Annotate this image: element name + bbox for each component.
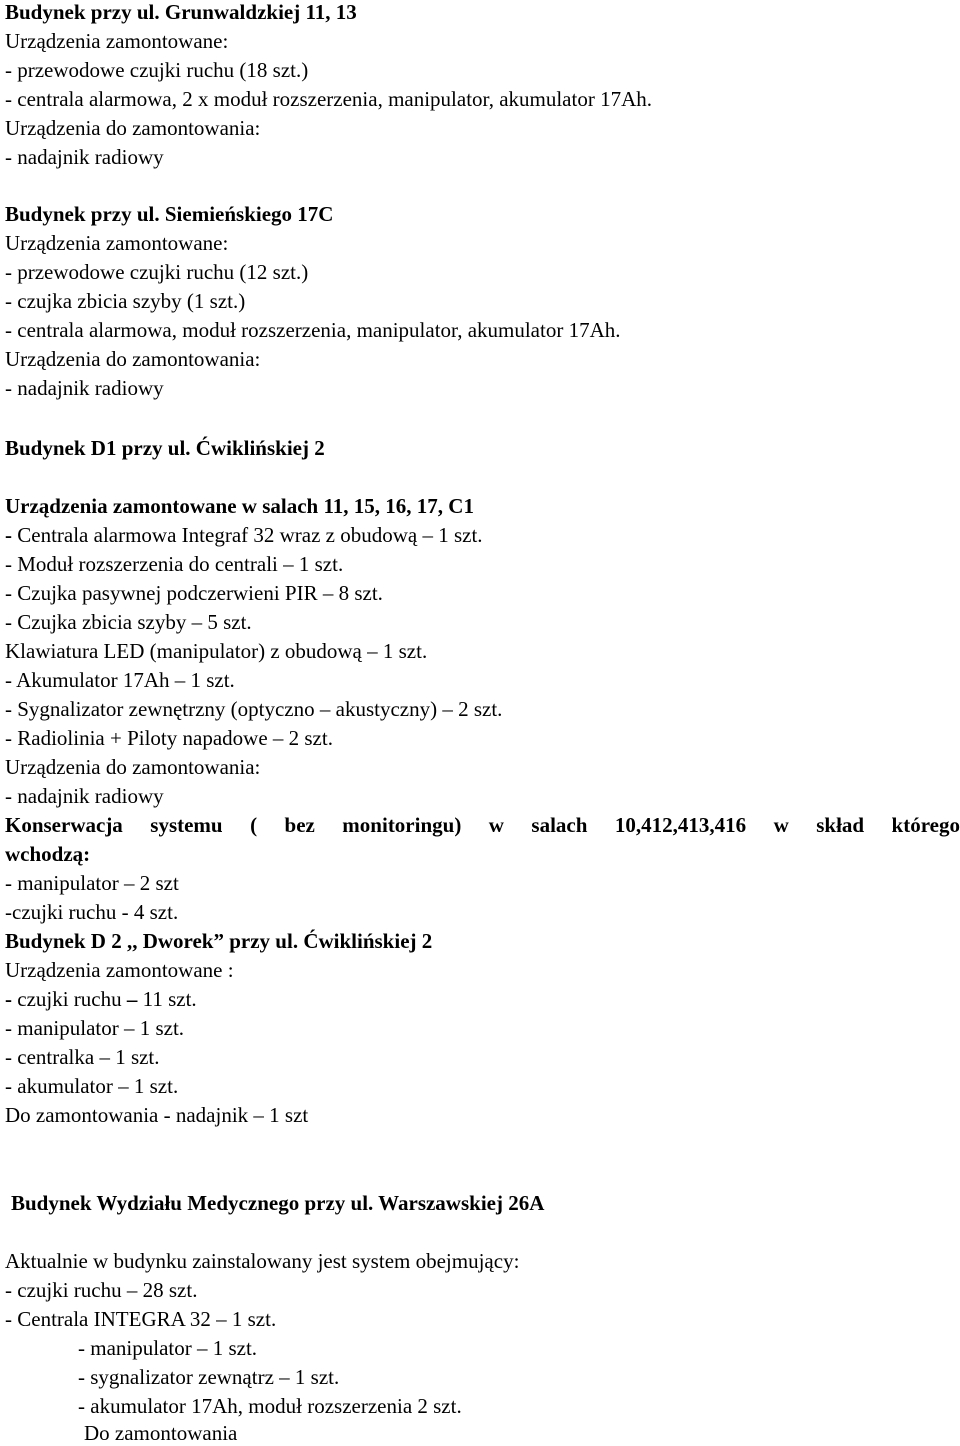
text-line-mid: czujki ruchu [12, 987, 127, 1011]
text-line: - akumulator – 1 szt. [5, 1074, 179, 1098]
text-line: - Centrala INTEGRA 32 – 1 szt. [5, 1307, 277, 1331]
text-line: Urządzenia do zamontowania: [5, 116, 261, 140]
text-line: - Sygnalizator zewnętrzny (optyczno – akustyczny) – 2 szt. [5, 697, 503, 721]
text-line [5, 987, 197, 1011]
text-line: - centrala alarmowa, 2 x moduł rozszerzenia, manipulator, akumulator 17Ah. [5, 87, 653, 111]
section-subheading: Urządzenia zamontowane w salach 11, 15, 16, 17, C1 [5, 494, 474, 518]
bold-dash: - [5, 523, 12, 547]
text-line: - nadajnik radiowy [5, 145, 164, 169]
bold-dash: – [126, 987, 138, 1011]
text-line: Klawiatura LED (manipulator) z obudową – 1 szt. [5, 639, 428, 663]
indented-line: - akumulator 17Ah, moduł rozszerzenia 2 szt. [78, 1394, 462, 1418]
text-line: Do zamontowania - nadajnik – 1 szt [5, 1103, 309, 1127]
text-line: - centrala alarmowa, moduł rozszerzenia, manipulator, akumulator 17Ah. [5, 318, 621, 342]
section-heading: Budynek D1 przy ul. Ćwiklińskiej 2 [5, 436, 325, 460]
text-line: - centralka – 1 szt. [5, 1045, 160, 1069]
text-line: - czujki ruchu – 28 szt. [5, 1278, 198, 1302]
text-line: Do zamontowania [84, 1421, 238, 1445]
text-line-rest: 11 szt. [137, 987, 197, 1011]
bold-dash: - [5, 987, 12, 1011]
text-line: - Czujka pasywnej podczerwieni PIR – 8 szt. [5, 581, 383, 605]
text-line: - przewodowe czujki ruchu (12 szt.) [5, 260, 309, 284]
text-line: - Akumulator 17Ah – 1 szt. [5, 668, 235, 692]
text-line-rest: Centrala alarmowa Integraf 32 wraz z obudową – 1 szt. [12, 523, 483, 547]
maintenance-line: wchodzą: [5, 842, 91, 866]
section-heading: Budynek D 2 ,, Dworek” przy ul. Ćwiklińskiej 2 [5, 929, 433, 953]
maintenance-line: Konserwacja systemu ( bez monitoringu) w salach 10,412,413,416 w skład którego [5, 813, 960, 837]
text-line: - Radiolinia + Piloty napadowe – 2 szt. [5, 726, 333, 750]
section-heading: Budynek Wydziału Medycznego przy ul. Warszawskiej 26A [11, 1191, 545, 1215]
indented-line: - manipulator – 1 szt. [78, 1336, 258, 1360]
text-line: Urządzenia do zamontowania: [5, 347, 261, 371]
text-line: Urządzenia zamontowane: [5, 231, 229, 255]
section-heading: Budynek przy ul. Grunwaldzkiej 11, 13 [5, 0, 357, 24]
text-line: - nadajnik radiowy [5, 784, 164, 808]
text-line: - Czujka zbicia szyby – 5 szt. [5, 610, 252, 634]
section-heading: Budynek przy ul. Siemieńskiego 17C [5, 202, 334, 226]
text-line: -czujki ruchu - 4 szt. [5, 900, 179, 924]
text-line: Urządzenia do zamontowania: [5, 755, 261, 779]
text-line: Urządzenia zamontowane : [5, 958, 234, 982]
text-line: - nadajnik radiowy [5, 376, 164, 400]
text-line: Aktualnie w budynku zainstalowany jest system obejmujący: [5, 1249, 520, 1273]
text-line: Urządzenia zamontowane: [5, 29, 229, 53]
text-line: - przewodowe czujki ruchu (18 szt.) [5, 58, 309, 82]
text-line: - Moduł rozszerzenia do centrali – 1 szt. [5, 552, 344, 576]
indented-line: - sygnalizator zewnątrz – 1 szt. [78, 1365, 340, 1389]
text-line: - czujka zbicia szyby (1 szt.) [5, 289, 246, 313]
text-line [5, 523, 483, 547]
text-line: - manipulator – 2 szt [5, 871, 179, 895]
text-line: - manipulator – 1 szt. [5, 1016, 185, 1040]
